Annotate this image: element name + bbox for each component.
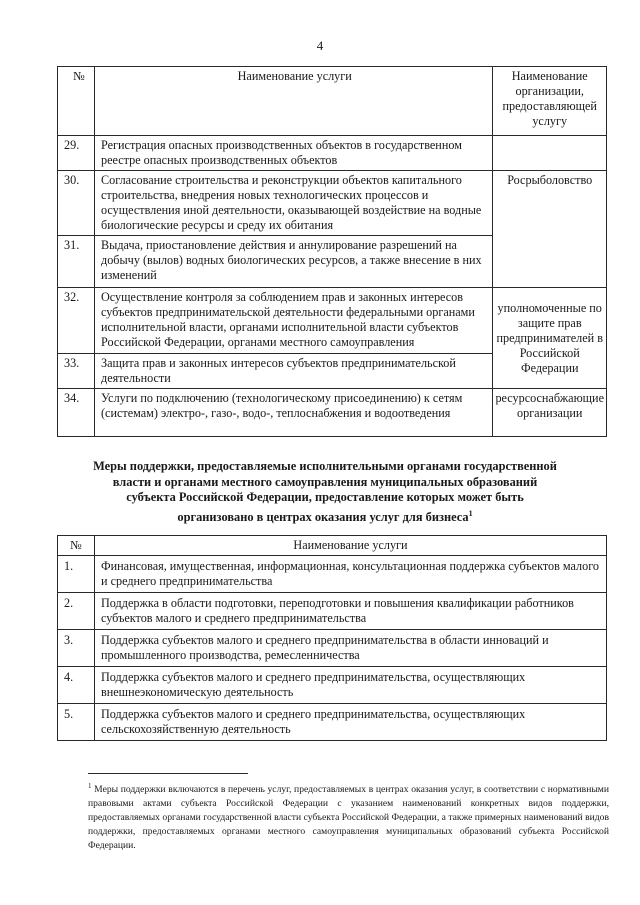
footnote-divider [88, 773, 248, 774]
organization-rosrybolovstvo: Росрыболовство [493, 171, 607, 288]
table-row [58, 171, 607, 236]
row-number: 3. [58, 630, 95, 667]
caption-footnote-mark: 1 [468, 508, 473, 518]
service-name: Услуги по подключению (технологическому присоединению) к сетям (системам) электро-, газо-, водо-, теплоснабжения и водоотведения [95, 389, 493, 437]
section-caption [90, 459, 560, 525]
table-row [58, 136, 607, 171]
table-row [58, 389, 607, 437]
service-name: Защита прав и законных интересов субъектов предпринимательской деятельности [95, 354, 493, 389]
page-number: 4 [316, 38, 324, 53]
services-table [57, 66, 607, 437]
table-row [58, 704, 607, 741]
service-name: Поддержка субъектов малого и среднего предпринимательства, осуществляющих сельскохозяйственную деятельность [95, 704, 607, 741]
table-row [58, 556, 607, 593]
header-service-name: Наименование услуги [95, 67, 493, 136]
header-num: № [58, 536, 95, 556]
support-measures-table [57, 535, 607, 741]
row-number: 1. [58, 556, 95, 593]
table-row [58, 593, 607, 630]
row-number: 31. [58, 236, 95, 288]
organization-utilities: ресурсоснабжающие организации [493, 389, 607, 437]
service-name: Регистрация опасных производственных объектов в государственном реестре опасных производственных объектов [95, 136, 493, 171]
service-name: Финансовая, имущественная, информационная, консультационная поддержка субъектов малого и среднего предпринимательства [95, 556, 607, 593]
table-row [58, 667, 607, 704]
row-number: 32. [58, 288, 95, 354]
table-row [58, 288, 607, 354]
table-header-row [58, 67, 607, 136]
row-number: 30. [58, 171, 95, 236]
row-number: 29. [58, 136, 95, 171]
footnote-text: Меры поддержки включаются в перечень услуг, предоставляемых в центрах оказания услуг, в соответствии с нормативными правовыми актами субъекта Российской Федерации с указанием наименований конкретных видов поддержки, предоставляемых органами государственной власти субъекта Российской Федерации, а также примерных наименований видов поддержки, предоставляемых органами местного самоуправления муниципальных образований субъекта Российской Федерации. [88, 784, 609, 852]
caption-text: Меры поддержки, предоставляемые исполнительными органами государственной власти и органами местного самоуправления муниципальных образований субъекта Российской Федерации, предоставление которых может быть организовано в центрах оказания услуг для бизнеса [93, 459, 557, 524]
service-name: Осуществление контроля за соблюдением прав и законных интересов субъектов предпринимательской деятельности федеральными органами исполнительной власти, органами исполнительной власти субъектов Российской Федерации, органами местного самоуправления [95, 288, 493, 354]
footnote [88, 779, 609, 853]
service-name: Выдача, приостановление действия и аннулирование разрешений на добычу (вылов) водных биологических ресурсов, а также внесение в них изменений [95, 236, 493, 288]
row-number: 5. [58, 704, 95, 741]
header-service-name: Наименование услуги [95, 536, 607, 556]
service-name: Поддержка в области подготовки, переподготовки и повышения квалификации работников субъектов малого и среднего предпринимательства [95, 593, 607, 630]
service-name: Согласование строительства и реконструкции объектов капитального строительства, внедрения новых технологических процессов и осуществления иной деятельности, оказывающей воздействие на водные биологические ресурсы и среду их обитания [95, 171, 493, 236]
row-number: 33. [58, 354, 95, 389]
organization-cell [493, 136, 607, 171]
service-name: Поддержка субъектов малого и среднего предпринимательства, осуществляющих внешнеэкономическую деятельность [95, 667, 607, 704]
header-organization: Наименование организации, предоставляющей услугу [493, 67, 607, 136]
row-number: 4. [58, 667, 95, 704]
service-name: Поддержка субъектов малого и среднего предпринимательства в области инноваций и промышленного производства, ремесленничества [95, 630, 607, 667]
row-number: 2. [58, 593, 95, 630]
table-row [58, 630, 607, 667]
header-num: № [58, 67, 95, 136]
organization-ombudsman: уполномоченные по защите прав предпринимателей в Российской Федерации [493, 288, 607, 389]
row-number: 34. [58, 389, 95, 437]
table-header-row [58, 536, 607, 556]
footnote-mark: 1 [88, 782, 92, 790]
